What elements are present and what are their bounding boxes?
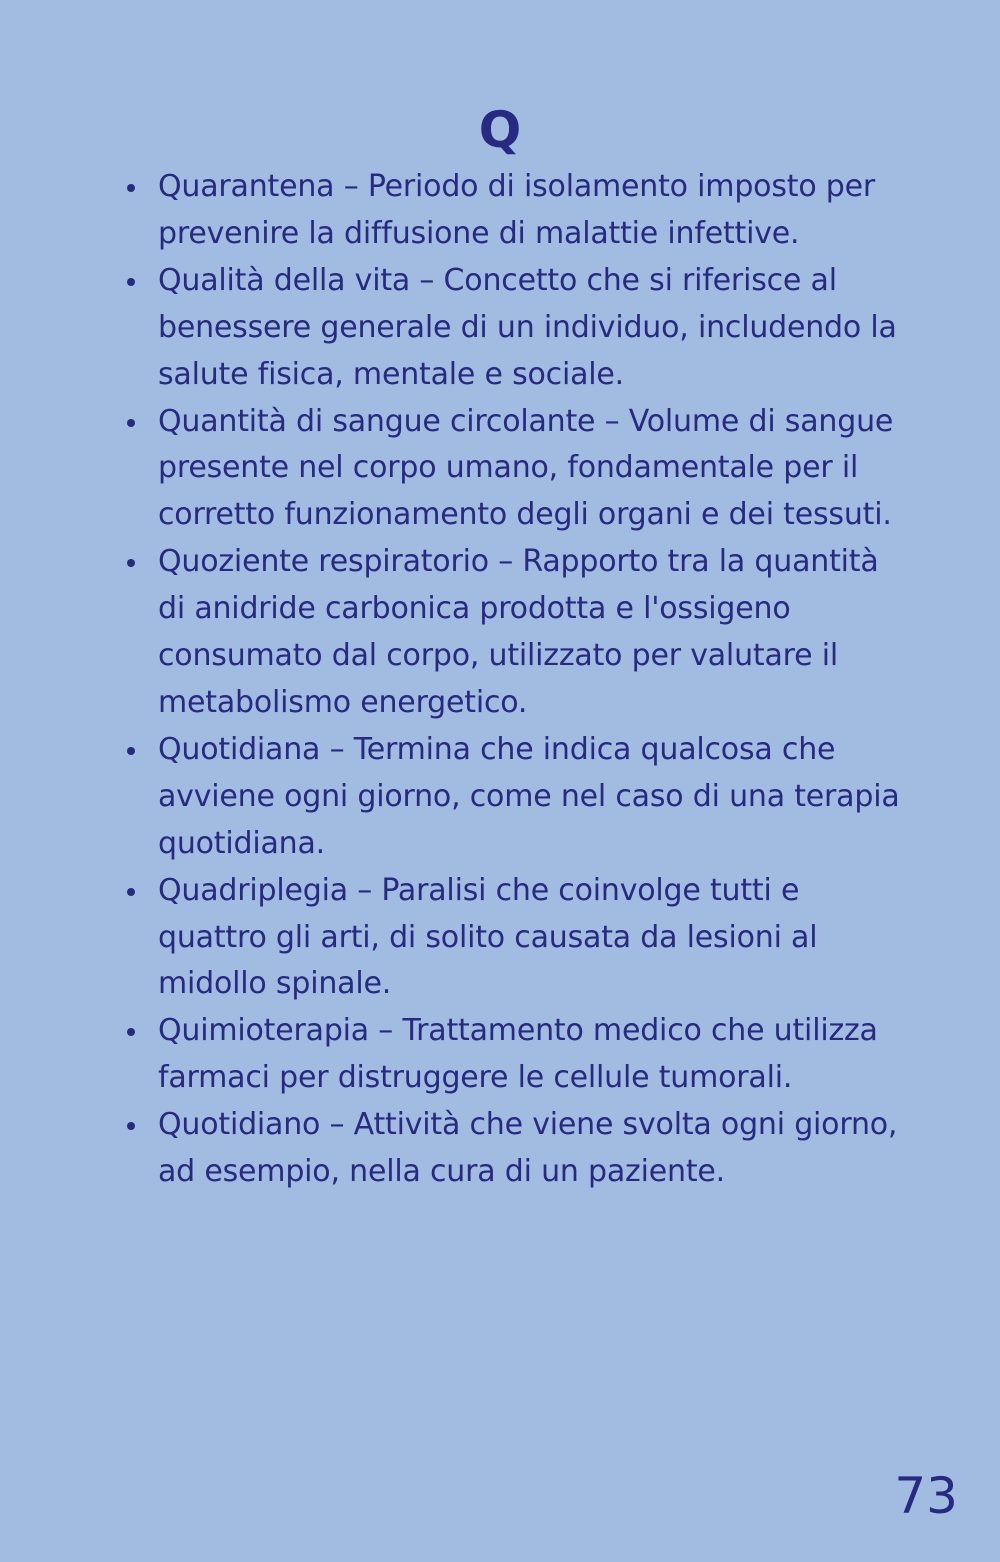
glossary-entry-text: Quadriplegia – Paralisi che coinvolge tutti e quattro gli arti, di solito causata da lesioni al midollo spinale. — [158, 872, 818, 1002]
glossary-entry-qualita-della-vita — [158, 258, 903, 399]
glossary-entry-text: Quotidiano – Attività che viene svolta ogni giorno, ad esempio, nella cura di un paziente. — [158, 1107, 898, 1190]
glossary-entry-text: Quimioterapia – Trattamento medico che utilizza farmaci per distruggere le cellule tumorali. — [158, 1013, 878, 1096]
glossary-entry-text: Quantità di sangue circolante – Volume di sangue presente nel corpo umano, fondamentale per il corretto funzionamento degli organi e dei tessuti. — [158, 403, 894, 533]
glossary-entry-quadriplegia — [158, 868, 903, 1009]
bullet-icon — [127, 888, 135, 896]
glossary-entry-text: Qualità della vita – Concetto che si riferisce al benessere generale di un individuo, includendo la salute fisica, mentale e sociale. — [158, 262, 897, 392]
bullet-icon — [127, 1028, 135, 1036]
glossary-entry-quantita-di-sangue — [158, 399, 903, 540]
bullet-icon — [127, 747, 135, 755]
bullet-icon — [127, 559, 135, 567]
page-number: 73 — [894, 1467, 958, 1525]
bullet-icon — [127, 1122, 135, 1130]
glossary-entry-quarantena — [158, 164, 903, 258]
glossary-entry-quoziente-respiratorio — [158, 539, 903, 727]
page-title: Q — [478, 101, 522, 159]
bullet-icon — [127, 419, 135, 427]
bullet-icon — [127, 184, 135, 192]
glossary-entry-quotidiana — [158, 727, 903, 868]
glossary-entry-text: Quarantena – Periodo di isolamento imposto per prevenire la diffusione di malattie infettive. — [158, 169, 876, 251]
glossary-entry-quotidiano — [158, 1102, 903, 1196]
glossary-entry-text: Quotidiana – Termina che indica qualcosa che avviene ogni giorno, come nel caso di una terapia quotidiana. — [158, 731, 900, 861]
bullet-icon — [127, 278, 135, 286]
glossary-entry-text: Quoziente respiratorio – Rapporto tra la quantità di anidride carbonica prodotta e l'ossigeno consumato dal corpo, utilizzato per valutare il metabolismo energetico. — [158, 544, 879, 720]
glossary-entry-quimioterapia — [158, 1008, 903, 1102]
glossary-list — [158, 164, 903, 1196]
